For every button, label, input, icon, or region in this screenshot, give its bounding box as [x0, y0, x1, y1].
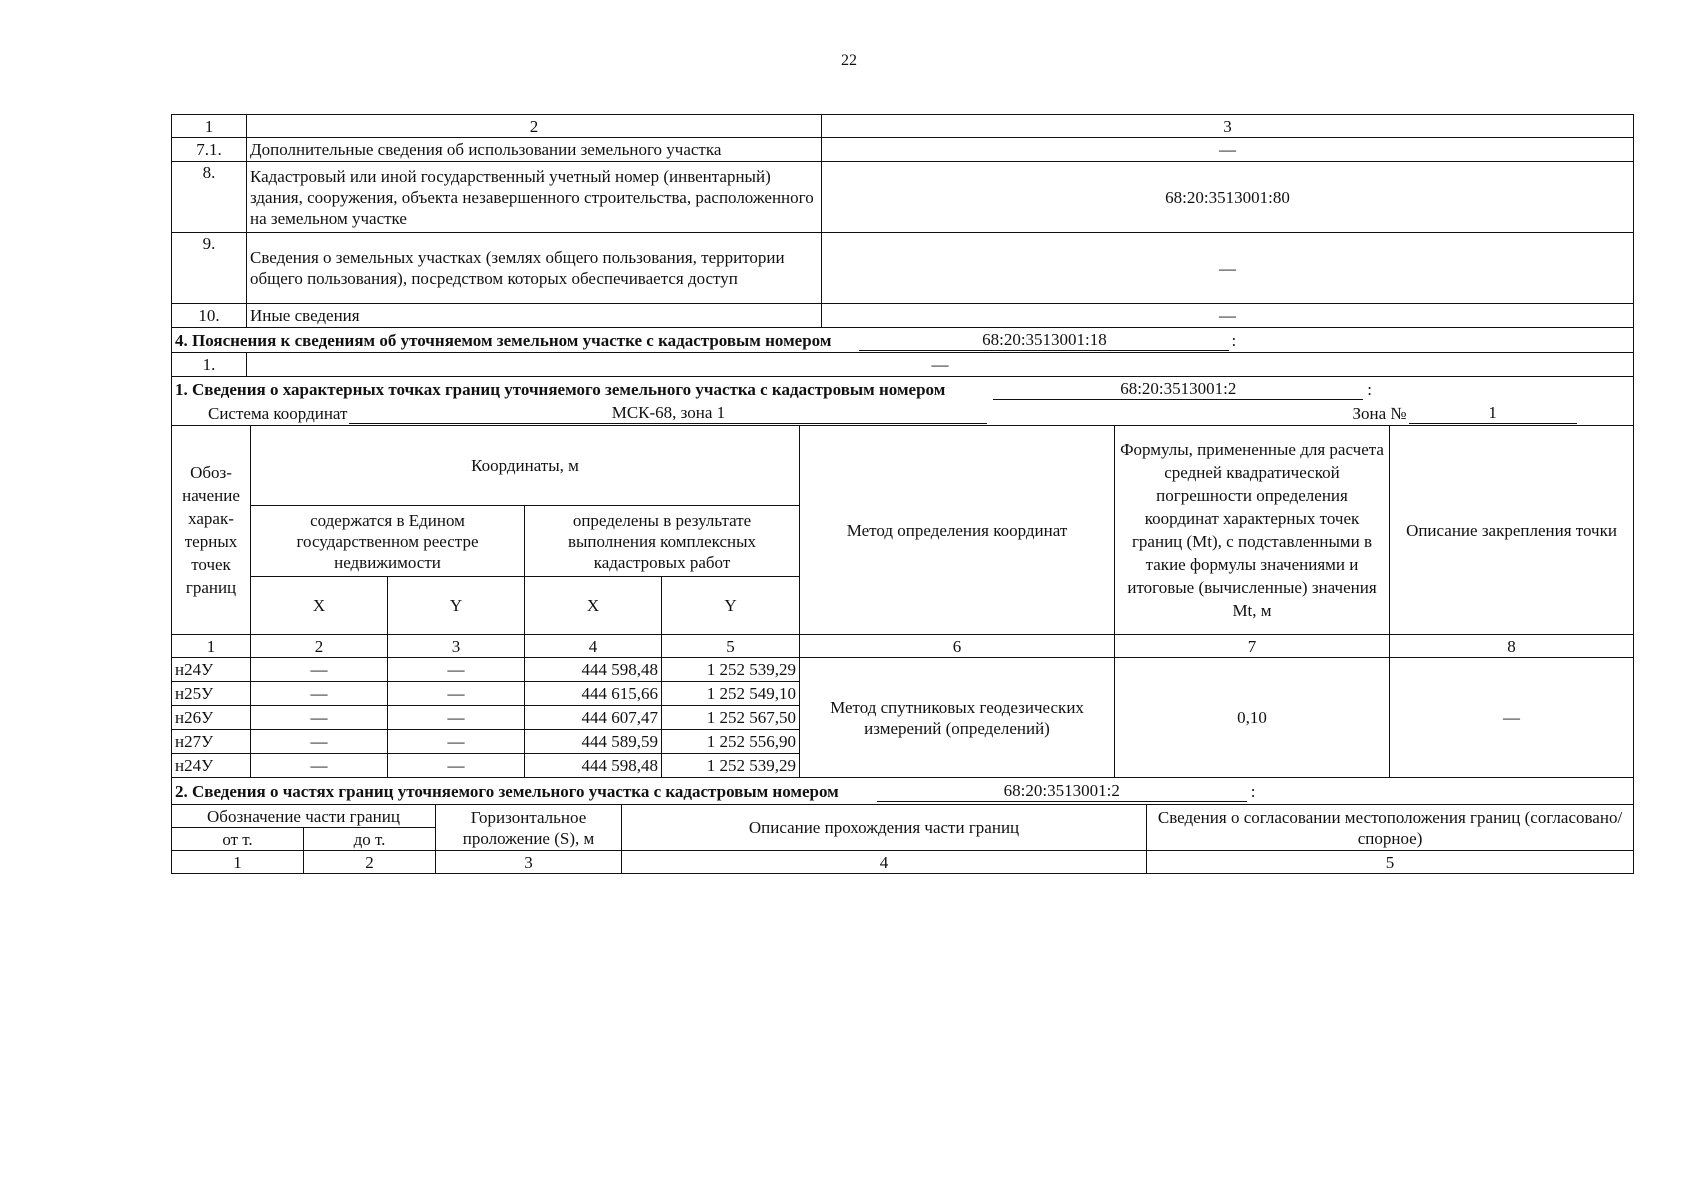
mt-value: 0,10 — [1115, 658, 1390, 778]
point-x-egrn: — — [251, 754, 388, 778]
section4-title: 4. Пояснения к сведениям об уточняемом земельном участке с кадастровым номером — [175, 330, 832, 350]
col-header-1: 1 — [172, 115, 247, 138]
section2-colon: : — [1250, 781, 1256, 801]
point-name: н24У — [172, 658, 251, 682]
col-number: 1 — [172, 635, 251, 658]
header-x-egrn: X — [251, 577, 388, 635]
section4-cadastral-number: 68:20:3513001:18 — [859, 330, 1229, 351]
header-agreement: Сведения о согласовании местоположения границ (согласовано/спорное) — [1147, 805, 1634, 851]
section1-cadastral-number: 68:20:3513001:2 — [993, 379, 1363, 400]
header-formulas: Формулы, примененные для расчета средней квадратической погрешности определения координат характерных точек границ (Mt), с подставленными в такие формулы значениями и итоговые (вычисленные) значения Mt, м — [1115, 426, 1390, 635]
row-value: 68:20:3513001:80 — [822, 162, 1634, 233]
row-number: 7.1. — [172, 138, 247, 162]
section2-title: 2. Сведения о частях границ уточняемого земельного участка с кадастровым номером — [175, 781, 839, 801]
point-x: 444 607,47 — [525, 706, 662, 730]
header-coordinates: Координаты, м — [251, 426, 800, 506]
point-x: 444 615,66 — [525, 682, 662, 706]
col-number: 1 — [172, 851, 304, 874]
point-name: н26У — [172, 706, 251, 730]
point-x: 444 598,48 — [525, 658, 662, 682]
point-name: н25У — [172, 682, 251, 706]
col-number: 8 — [1390, 635, 1634, 658]
document-body — [171, 114, 1633, 874]
row-label: Дополнительные сведения об использовании земельного участка — [247, 138, 822, 162]
header-horizontal: Горизонтальное проложение (S), м — [436, 805, 622, 851]
header-description: Описание прохождения части границ — [622, 805, 1147, 851]
header-fixing: Описание закрепления точки — [1390, 426, 1634, 635]
header-from: от т. — [172, 828, 304, 851]
header-egrn: содержатся в Едином государственном реестре недвижимости — [251, 506, 525, 577]
col-number: 2 — [251, 635, 388, 658]
point-y: 1 252 567,50 — [662, 706, 800, 730]
coord-system-value: МСК-68, зона 1 — [349, 403, 987, 424]
header-designation: Обоз-начение харак-терных точек границ — [172, 426, 251, 635]
point-name: н24У — [172, 754, 251, 778]
section1-table — [171, 376, 1634, 778]
row-number: 9. — [172, 233, 247, 304]
col-number: 5 — [662, 635, 800, 658]
method-value: Метод спутниковых геодезических измерений (определений) — [800, 658, 1115, 778]
col-header-2: 2 — [247, 115, 822, 138]
point-y: 1 252 539,29 — [662, 754, 800, 778]
row-label: Сведения о земельных участках (землях общего пользования, территории общего пользования), посредством которых обеспечивается доступ — [247, 233, 822, 304]
table-row — [172, 353, 1634, 377]
section2-cadastral-number: 68:20:3513001:2 — [877, 781, 1247, 802]
point-name: н27У — [172, 730, 251, 754]
col-number: 4 — [622, 851, 1147, 874]
point-x: 444 598,48 — [525, 754, 662, 778]
section1-heading — [172, 377, 1634, 402]
fixing-value: — — [1390, 658, 1634, 778]
header-y-complex: Y — [662, 577, 800, 635]
page-number: 22 — [841, 52, 857, 69]
point-y-egrn: — — [388, 754, 525, 778]
row-label: Иные сведения — [247, 304, 822, 328]
section4-table — [171, 327, 1634, 377]
row-number: 10. — [172, 304, 247, 328]
row-label: Кадастровый или иной государственный учетный номер (инвентарный) здания, сооружения, объекта незавершенного строительства, расположенного на земельном участке — [247, 162, 822, 233]
header-x-complex: X — [525, 577, 662, 635]
table-row — [172, 233, 1634, 304]
section1-title: 1. Сведения о характерных точках границ уточняемого земельного участка с кадастровым номером — [175, 379, 946, 399]
section4-colon: : — [1231, 330, 1237, 350]
col-number: 6 — [800, 635, 1115, 658]
section2-heading — [172, 778, 1634, 805]
row-value: — — [822, 304, 1634, 328]
section1-colon: : — [1367, 379, 1373, 399]
point-x-egrn: — — [251, 682, 388, 706]
header-y-egrn: Y — [388, 577, 525, 635]
col-number: 5 — [1147, 851, 1634, 874]
point-x: 444 589,59 — [525, 730, 662, 754]
point-y: 1 252 556,90 — [662, 730, 800, 754]
point-x-egrn: — — [251, 730, 388, 754]
row-number: 1. — [172, 353, 247, 377]
point-x-egrn: — — [251, 706, 388, 730]
row-value: — — [822, 138, 1634, 162]
point-y: 1 252 539,29 — [662, 658, 800, 682]
top-table — [171, 114, 1634, 328]
header-to: до т. — [304, 828, 436, 851]
table-row — [172, 162, 1634, 233]
coordinate-system-line — [172, 402, 1634, 426]
section2-table — [171, 777, 1634, 874]
coord-system-label: Система координат — [208, 403, 348, 423]
point-y-egrn: — — [388, 682, 525, 706]
point-y-egrn: — — [388, 730, 525, 754]
row-number: 8. — [172, 162, 247, 233]
point-y-egrn: — — [388, 658, 525, 682]
table-row — [172, 138, 1634, 162]
point-x-egrn: — — [251, 658, 388, 682]
header-complex: определены в результате выполнения комплексных кадастровых работ — [525, 506, 800, 577]
zone-label: Зона № — [1352, 403, 1407, 423]
col-number: 4 — [525, 635, 662, 658]
col-number: 7 — [1115, 635, 1390, 658]
col-number: 2 — [304, 851, 436, 874]
row-value: — — [822, 233, 1634, 304]
col-number: 3 — [436, 851, 622, 874]
point-y: 1 252 549,10 — [662, 682, 800, 706]
table-row — [172, 658, 1634, 682]
zone-value: 1 — [1409, 403, 1577, 424]
col-header-3: 3 — [822, 115, 1634, 138]
header-part: Обозначение части границ — [172, 805, 436, 828]
col-number: 3 — [388, 635, 525, 658]
section4-heading — [172, 328, 1634, 353]
table-row — [172, 304, 1634, 328]
header-method: Метод определения координат — [800, 426, 1115, 635]
row-value: — — [247, 353, 1634, 377]
point-y-egrn: — — [388, 706, 525, 730]
